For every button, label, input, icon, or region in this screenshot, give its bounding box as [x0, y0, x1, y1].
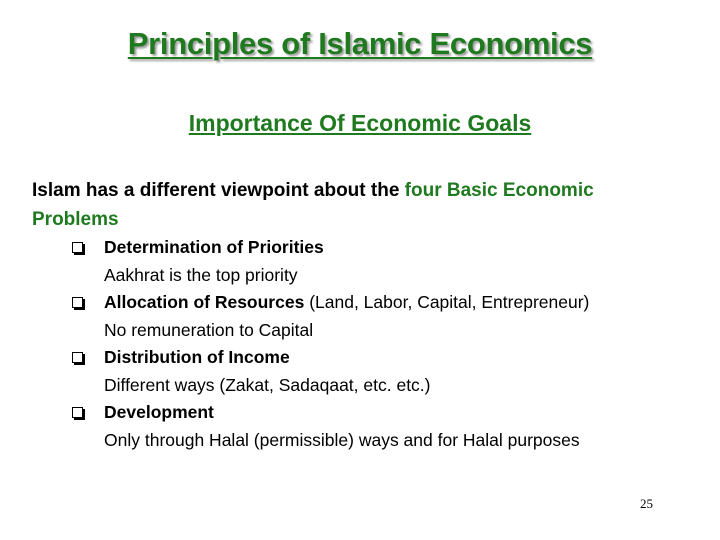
page-number: 25: [640, 496, 653, 511]
checkbox-square-icon: [72, 352, 83, 363]
bullet-detail: Different ways (Zakat, Sadaqaat, etc. etc.): [104, 374, 431, 395]
checkbox-square-icon: [72, 242, 83, 253]
bullet-detail: Only through Halal (permissible) ways and for Halal purposes: [104, 429, 580, 450]
list-item: [72, 234, 632, 289]
bullet-heading: Distribution of Income: [104, 347, 290, 367]
bullet-heading: Determination of Priorities: [104, 237, 324, 257]
bullet-detail: Aakhrat is the top priority: [104, 264, 298, 285]
bullet-suffix: (Land, Labor, Capital, Entrepreneur): [304, 292, 590, 312]
intro-text: Islam has a different viewpoint about the: [32, 180, 405, 201]
intro-highlight: four Basic Economic Problems: [32, 180, 594, 230]
bullet-heading: Development: [104, 402, 214, 422]
bullet-list: [72, 234, 632, 454]
checkbox-square-icon: [72, 407, 83, 418]
list-item: [72, 289, 632, 344]
intro-paragraph: [32, 176, 672, 234]
list-item: [72, 344, 632, 399]
bullet-detail: No remuneration to Capital: [104, 319, 314, 340]
list-item: [72, 399, 632, 454]
bullet-heading: Allocation of Resources: [104, 292, 305, 312]
slide-subtitle: Importance Of Economic Goals: [188, 110, 532, 136]
slide-title: Principles of Islamic Economics: [127, 26, 593, 61]
checkbox-square-icon: [72, 297, 83, 308]
